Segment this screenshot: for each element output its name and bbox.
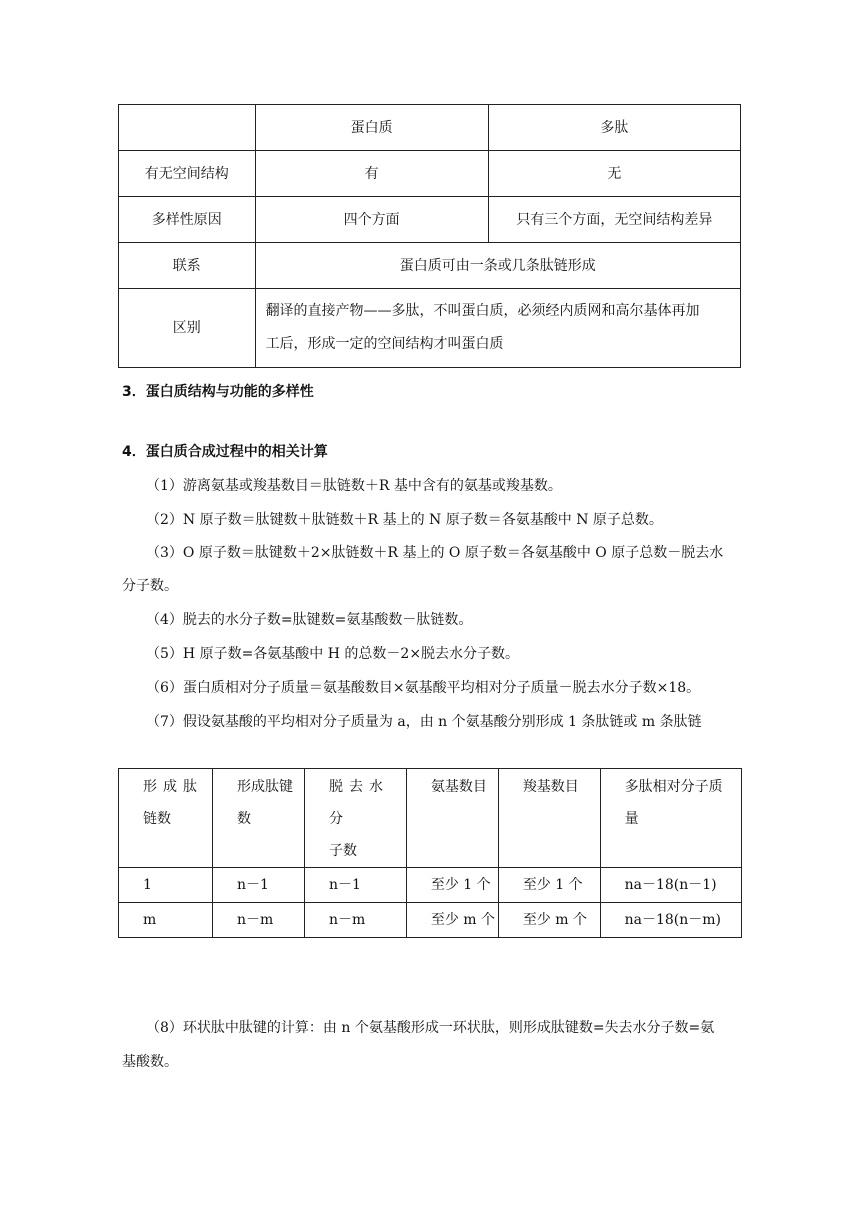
table-row	[119, 868, 742, 903]
table-row	[119, 289, 741, 368]
calc-item-1: （1）游离氨基或羧基数目＝肽链数＋R 基中含有的氨基或羧基数。	[146, 478, 562, 494]
header-peptide-bond-count: 形成肽键 数	[213, 769, 305, 868]
table-cell: na－18(n－m)	[600, 903, 741, 938]
table-header-row	[119, 769, 742, 868]
table-cell: m	[119, 903, 213, 938]
difference-line-1: 翻译的直接产物——多肽，不叫蛋白质，必须经内质网和高尔基体再加	[265, 303, 700, 319]
protein-cell: 有	[255, 151, 488, 197]
table-cell: na－18(n－1)	[600, 868, 741, 903]
table-cell: 至少 1 个	[498, 868, 600, 903]
polypeptide-calculation-table	[118, 768, 742, 938]
table-cell: 至少 1 个	[406, 868, 498, 903]
header-carboxyl-group-count: 羧基数目	[498, 769, 600, 868]
table-row	[119, 903, 742, 938]
table-corner-cell	[119, 105, 256, 151]
relation-cell: 蛋白质可由一条或几条肽链形成	[255, 243, 740, 289]
polypeptide-cell: 只有三个方面，无空间结构差异	[488, 197, 740, 243]
table-row	[119, 197, 741, 243]
calc-item-6: （6）蛋白质相对分子质量＝氨基酸数目×氨基酸平均相对分子质量－脱去水分子数×18。	[146, 680, 701, 696]
table-row	[119, 151, 741, 197]
table-cell: n－m	[213, 903, 305, 938]
section-3-heading: 3．蛋白质结构与功能的多样性	[122, 384, 314, 400]
table-cell: 至少 m 个	[406, 903, 498, 938]
header-polypeptide: 多肽	[488, 105, 740, 151]
row-label: 有无空间结构	[119, 151, 256, 197]
header-chain-count: 形成肽 链数	[119, 769, 213, 868]
calc-item-8-continued: 基酸数。	[122, 1054, 178, 1070]
calc-item-2: （2）N 原子数＝肽键数＋肽链数＋R 基上的 N 原子数＝各氨基酸中 N 原子总数。	[146, 512, 663, 528]
row-label: 多样性原因	[119, 197, 256, 243]
protein-cell: 四个方面	[255, 197, 488, 243]
calc-item-7: （7）假设氨基酸的平均相对分子质量为 a，由 n 个氨基酸分别形成 1 条肽链或 m 条肽链	[146, 714, 702, 730]
header-water-removed: 脱去水分 子数	[304, 769, 406, 868]
calc-item-5: （5）H 原子数=各氨基酸中 H 的总数－2×脱去水分子数。	[146, 646, 520, 662]
calc-item-4: （4）脱去的水分子数=肽键数=氨基酸数－肽链数。	[146, 612, 473, 628]
calc-item-8: （8）环状肽中肽键的计算：由 n 个氨基酸形成一环状肽，则形成肽键数=失去水分子数=氨	[146, 1020, 715, 1036]
row-label: 联系	[119, 243, 256, 289]
calc-item-3-continued: 分子数。	[122, 578, 178, 594]
table-header-row	[119, 105, 741, 151]
difference-line-2: 工后，形成一定的空间结构才叫蛋白质	[265, 336, 504, 352]
table-cell: n－m	[304, 903, 406, 938]
table-cell: 至少 m 个	[498, 903, 600, 938]
polypeptide-cell: 无	[488, 151, 740, 197]
header-amino-group-count: 氨基数目	[406, 769, 498, 868]
difference-cell	[255, 289, 740, 368]
table-row	[119, 243, 741, 289]
calc-item-3: （3）O 原子数＝肽键数＋2×肽链数＋R 基上的 O 原子数＝各氨基酸中 O 原子总数－脱去水	[146, 545, 724, 561]
table-cell: 1	[119, 868, 213, 903]
row-label: 区别	[119, 289, 256, 368]
header-protein: 蛋白质	[255, 105, 488, 151]
table-cell: n－1	[304, 868, 406, 903]
protein-polypeptide-comparison-table	[118, 104, 741, 368]
header-polypeptide-mass: 多肽相对分子质 量	[600, 769, 741, 868]
section-4-heading: 4．蛋白质合成过程中的相关计算	[122, 444, 328, 460]
table-cell: n－1	[213, 868, 305, 903]
